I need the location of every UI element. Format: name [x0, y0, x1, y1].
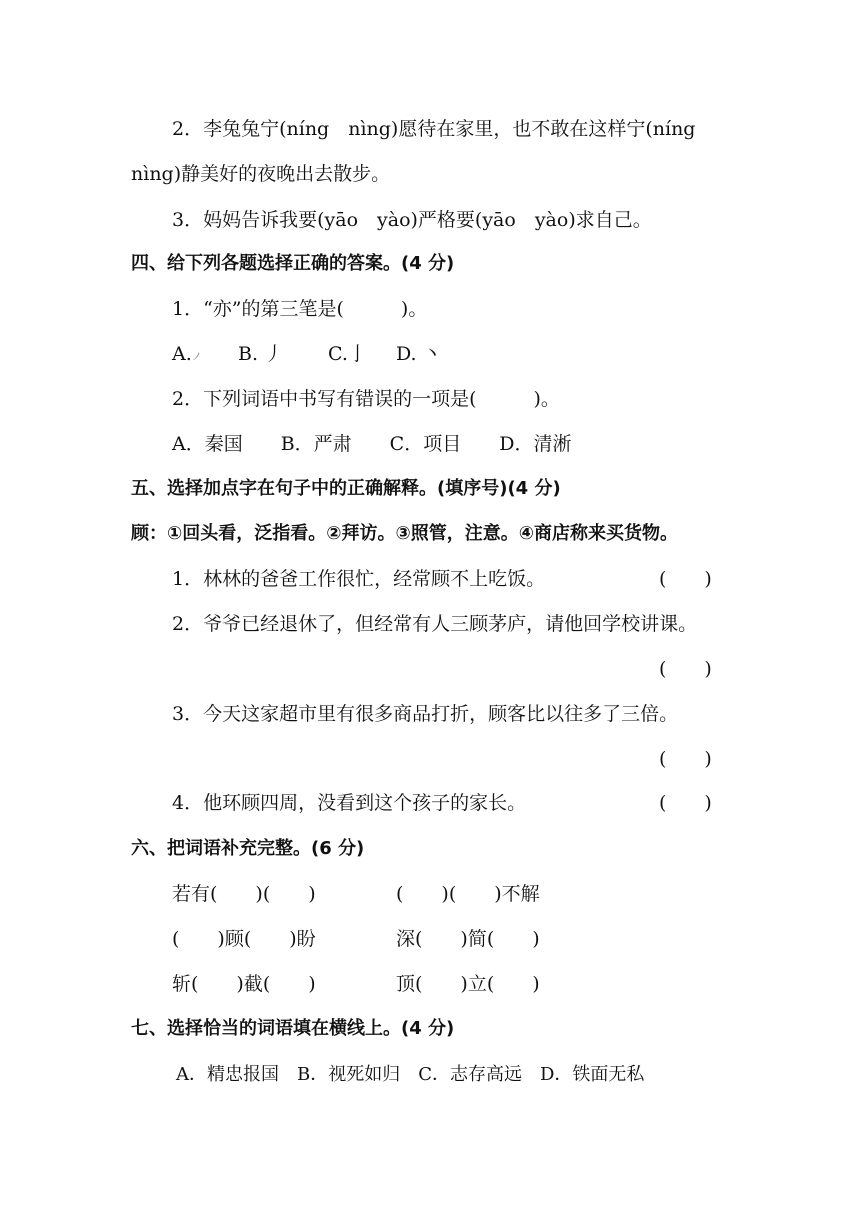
- stroke-glyph: ノ: [191, 352, 202, 363]
- q4-item1-option-a: [172, 341, 202, 371]
- stroke-glyph: 亅: [347, 343, 367, 365]
- q5-item2: 2．爷爷已经退休了，但经常有人三顾茅庐，请他回学校讲课。: [172, 613, 698, 635]
- q5-item2-answer-blank[interactable]: ( ): [659, 658, 712, 680]
- option-label: D.: [396, 343, 417, 365]
- q4-item2-options: A．秦国 B．严肃 C．项目 D．清淅: [172, 433, 572, 455]
- q6-row2-left[interactable]: ( )顾( )盼: [172, 928, 316, 950]
- q5-heading: 五、选择加点字在句子中的正确解释。(填序号)(4 分): [131, 478, 561, 499]
- q5-item3-answer-blank[interactable]: ( ): [659, 748, 712, 770]
- q3-item2-line1: 2．李兔兔宁(níng nìng)愿待在家里，也不敢在这样宁(níng: [172, 118, 696, 140]
- q4-item1-option-c: [328, 341, 367, 367]
- q6-row2-right[interactable]: 深( )简( ): [396, 928, 540, 950]
- q5-item3: 3．今天这家超市里有很多商品打折，顾客比以往多了三倍。: [172, 703, 679, 725]
- q7-heading: 七、选择恰当的词语填在横线上。(4 分): [131, 1018, 455, 1039]
- q4-item1: 1．“亦”的第三笔是( )。: [172, 298, 428, 320]
- q5-definitions: 顾：①回头看，泛指看。②拜访。③照管，注意。④商店称来买货物。: [131, 523, 678, 544]
- q3-item3: 3．妈妈告诉我要(yāo yào)严格要(yāo yào)求自己。: [172, 209, 652, 231]
- q3-item2-line2: nìng)静美好的夜晚出去散步。: [131, 163, 391, 185]
- q5-item1-answer-blank[interactable]: ( ): [659, 568, 712, 590]
- q6-row3-left[interactable]: 斩( )截( ): [172, 973, 316, 995]
- option-label: B.: [238, 343, 259, 365]
- q4-item2: 2．下列词语中书写有错误的一项是( )。: [172, 388, 560, 410]
- q4-heading: 四、给下列各题选择正确的答案。(4 分): [131, 253, 455, 274]
- option-label: A.: [172, 343, 192, 365]
- stroke-glyph: 丿: [264, 343, 284, 365]
- q4-item1-option-b: [238, 341, 283, 367]
- q7-options: A．精忠报国 B．视死如归 C．志存高远 D．铁面无私: [176, 1064, 645, 1085]
- q6-heading: 六、把词语补充完整。(6 分): [131, 838, 365, 859]
- stroke-glyph: 丶: [422, 343, 442, 365]
- q5-item4: 4．他环顾四周，没看到这个孩子的家长。: [172, 792, 527, 814]
- q6-row3-right[interactable]: 顶( )立( ): [396, 973, 540, 995]
- q4-item1-option-d: [396, 341, 442, 367]
- option-label: C.: [328, 343, 348, 365]
- q6-row1-right[interactable]: ( )( )不解: [396, 883, 540, 905]
- q5-item1: 1．林林的爸爸工作很忙，经常顾不上吃饭。: [172, 568, 546, 590]
- q6-row1-left[interactable]: 若有( )( ): [172, 883, 316, 905]
- q5-item4-answer-blank[interactable]: ( ): [659, 792, 712, 814]
